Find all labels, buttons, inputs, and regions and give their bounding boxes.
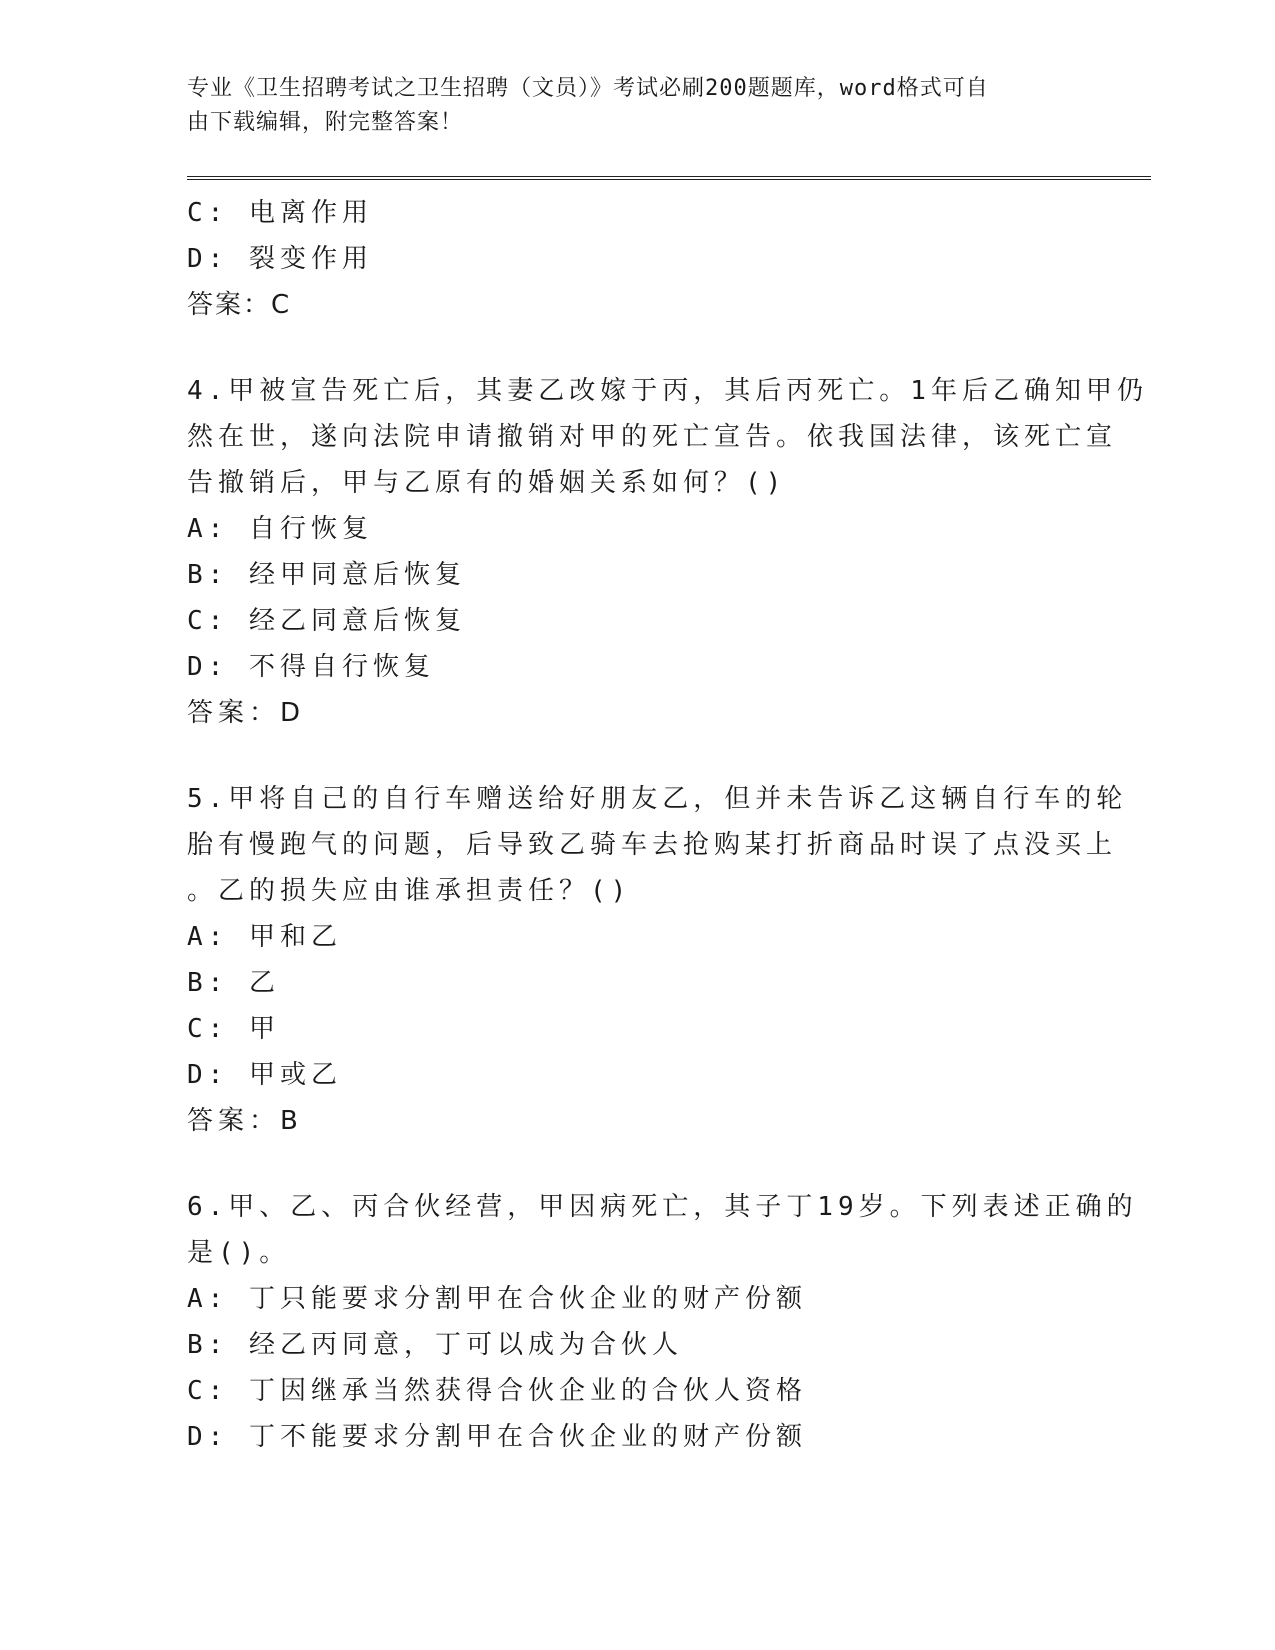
- question-3-partial: [187, 190, 1087, 328]
- option-a: A: 自行恢复: [187, 514, 373, 544]
- header-line-2: 由下载编辑，附完整答案！: [187, 110, 464, 135]
- option-b: B: 乙: [187, 968, 280, 998]
- question-4: [187, 368, 1148, 736]
- option-b: B: 经甲同意后恢复: [187, 560, 466, 590]
- question-text-line: 告撤销后，甲与乙原有的婚姻关系如何？(): [187, 468, 787, 498]
- option-b: B: 经乙丙同意，丁可以成为合伙人: [187, 1330, 683, 1360]
- question-6: [187, 1184, 1138, 1460]
- option-d: D: 甲或乙: [187, 1060, 342, 1090]
- option-a: A: 甲和乙: [187, 922, 342, 952]
- question-text-line: 4.甲被宣告死亡后，其妻乙改嫁于丙，其后丙死亡。1年后乙确知甲仍: [187, 376, 1148, 406]
- answer-line: 答案：D: [187, 698, 306, 728]
- question-5: [187, 776, 1128, 1144]
- spacer: [187, 1144, 1087, 1184]
- option-d: D: 丁不能要求分割甲在合伙企业的财产份额: [187, 1422, 807, 1452]
- option-d: D: 裂变作用: [187, 244, 373, 274]
- option-c: C: 丁因继承当然获得合伙企业的合伙人资格: [187, 1376, 807, 1406]
- spacer: [187, 328, 1087, 368]
- question-text-line: 。乙的损失应由谁承担责任？(): [187, 876, 632, 906]
- option-d: D: 不得自行恢复: [187, 652, 435, 682]
- question-text-line: 胎有慢跑气的问题，后导致乙骑车去抢购某打折商品时误了点没买上: [187, 830, 1118, 860]
- header-divider: [187, 176, 1151, 180]
- answer-line: 答案：C: [187, 290, 292, 320]
- question-text-line: 然在世，遂向法院申请撤销对甲的死亡宣告。依我国法律，该死亡宣: [187, 422, 1118, 452]
- option-c: C: 电离作用: [187, 198, 373, 228]
- header-line-1: 专业《卫生招聘考试之卫生招聘（文员）》考试必刷200题题库，word格式可自: [187, 76, 989, 101]
- option-c: C: 经乙同意后恢复: [187, 606, 466, 636]
- page-header: [187, 72, 1067, 140]
- question-text-line: 是()。: [187, 1238, 291, 1268]
- question-text-line: 5.甲将自己的自行车赠送给好朋友乙，但并未告诉乙这辆自行车的轮: [187, 784, 1128, 814]
- answer-line: 答案：B: [187, 1106, 303, 1136]
- option-c: C: 甲: [187, 1014, 280, 1044]
- spacer: [187, 736, 1087, 776]
- option-a: A: 丁只能要求分割甲在合伙企业的财产份额: [187, 1284, 807, 1314]
- document-body: [187, 190, 1148, 1460]
- question-text-line: 6.甲、乙、丙合伙经营，甲因病死亡，其子丁19岁。下列表述正确的: [187, 1192, 1138, 1222]
